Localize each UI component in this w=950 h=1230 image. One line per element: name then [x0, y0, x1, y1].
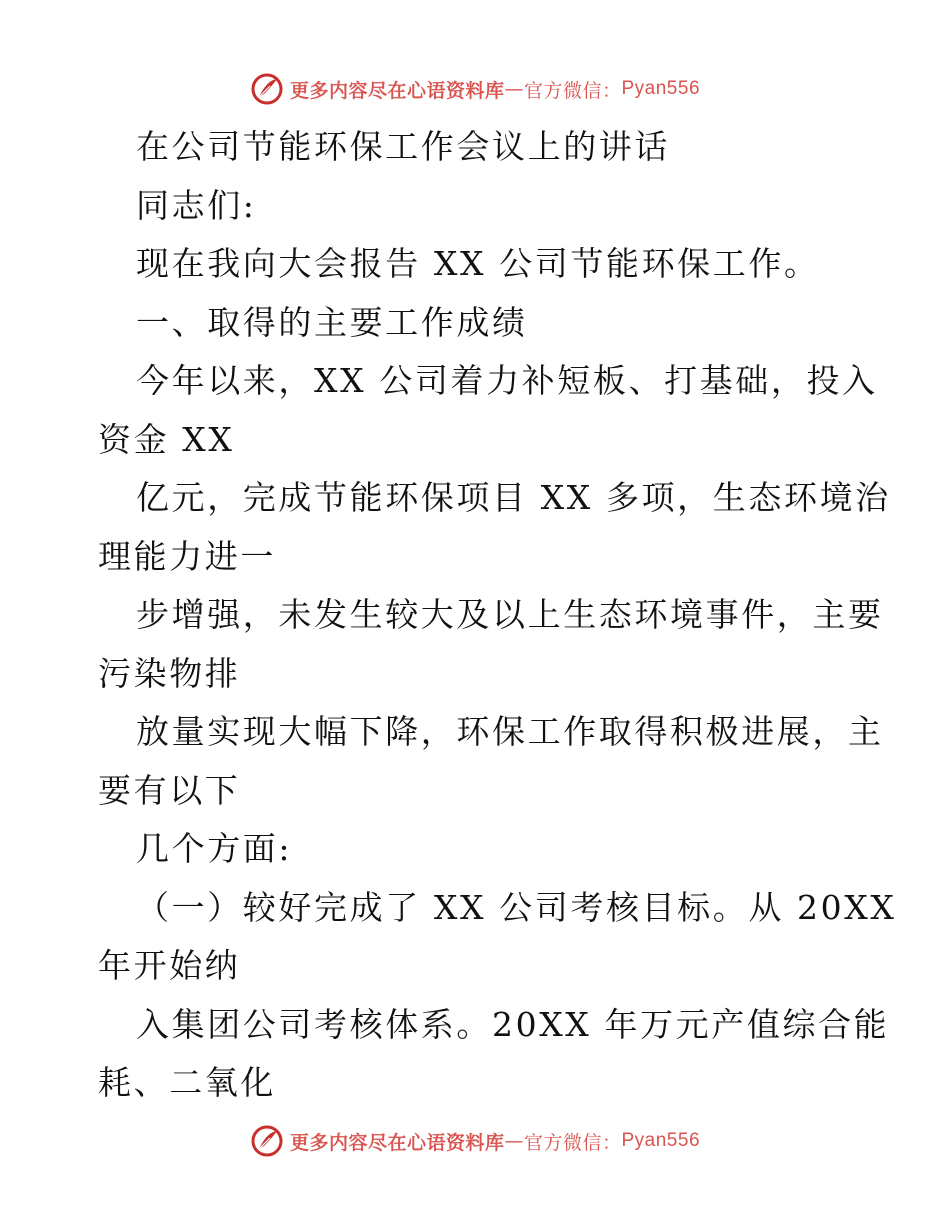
document-body	[98, 118, 897, 1113]
paragraph-line: 现在我向大会报告 XX 公司节能环保工作。	[136, 244, 820, 283]
paragraph-line: 亿元，完成节能环保项目 XX 多项，生态环境治	[136, 478, 891, 517]
paragraph-line: 耗、二氧化	[98, 1063, 276, 1102]
subsection-heading: （一）较好完成了 XX 公司考核目标。从 20XX	[136, 887, 897, 927]
watermark-main-text: 更多内容尽在心语资料库	[289, 1131, 505, 1154]
paragraph-line: 今年以来，XX 公司着力补短板、打基础，投入	[136, 361, 878, 400]
header-watermark	[0, 72, 950, 106]
salutation: 同志们:	[136, 185, 257, 225]
watermark-wechat-id: Pyan556	[621, 78, 701, 99]
paragraph-line: 几个方面:	[136, 829, 293, 868]
section-heading: 一、取得的主要工作成绩	[136, 302, 528, 342]
paragraph-line: 资金 XX	[98, 419, 235, 459]
watermark-dash: —	[504, 1130, 524, 1152]
paragraph-line: 步增强，未发生较大及以上生态环境事件，主要	[136, 595, 884, 634]
watermark-wechat-id: Pyan556	[621, 1130, 701, 1151]
watermark-sub-text: 官方微信：	[523, 79, 622, 102]
paragraph-line: 理能力进一	[98, 536, 276, 576]
feather-logo-icon	[250, 1124, 284, 1158]
paragraph-line: 年开始纳	[98, 946, 241, 985]
watermark-sub-text: 官方微信：	[523, 1131, 622, 1154]
watermark-dash: —	[504, 78, 524, 100]
document-title: 在公司节能环保工作会议上的讲话	[136, 127, 670, 166]
footer-watermark	[0, 1124, 950, 1158]
paragraph-line: 污染物排	[98, 653, 241, 693]
paragraph-line: 要有以下	[98, 770, 241, 810]
paragraph-line: 入集团公司考核体系。20XX 年万元产值综合能	[136, 1004, 890, 1044]
watermark-main-text: 更多内容尽在心语资料库	[289, 79, 505, 102]
feather-logo-icon	[250, 72, 284, 106]
paragraph-line: 放量实现大幅下降，环保工作取得积极进展，主	[136, 712, 884, 751]
